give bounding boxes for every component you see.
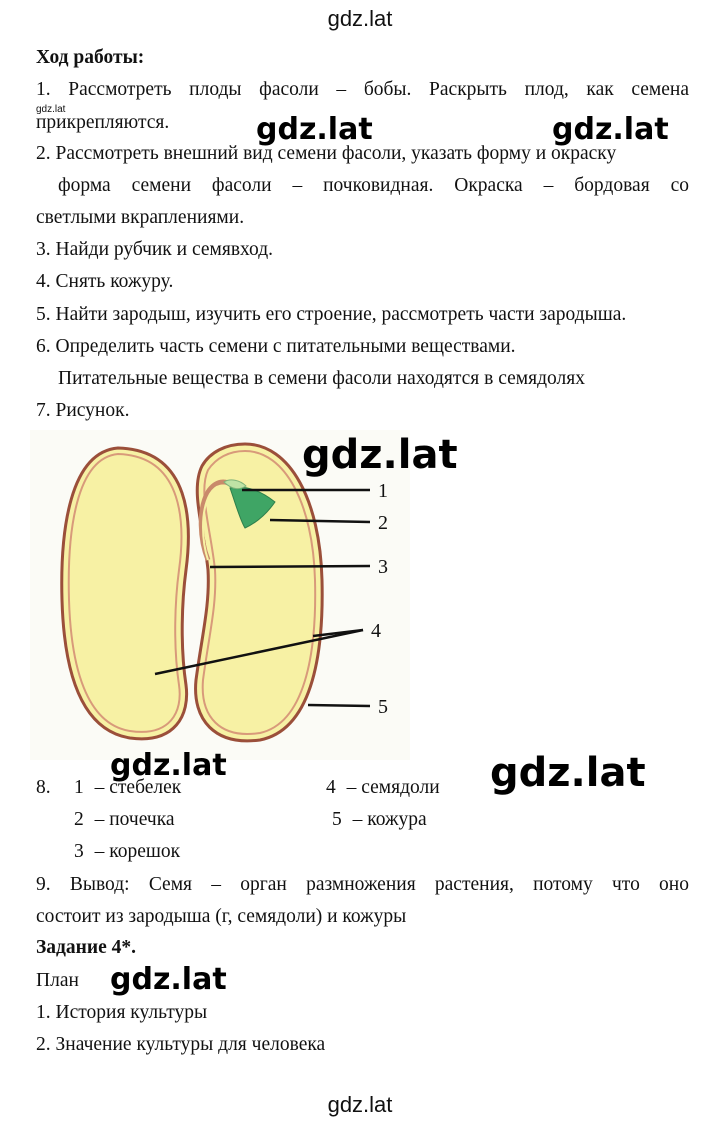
watermark-mark-4: gdz.lat xyxy=(110,748,227,783)
step-1-line-2: прикрепляются. xyxy=(36,112,170,133)
plan-item-2: 2. Значение культуры для человека xyxy=(36,1034,326,1055)
legend-item-text: – стебелек xyxy=(94,777,182,798)
legend-item-text: – кожура xyxy=(352,809,427,830)
bean-seed-figure xyxy=(30,430,410,760)
legend-item-text: – семядоли xyxy=(346,777,440,798)
step-6-line-1: 6. Определить часть семени с питательными веществами. xyxy=(36,336,516,357)
watermark-mark-5: gdz.lat xyxy=(490,750,646,796)
legend-item-text: – почечка xyxy=(94,809,175,830)
legend-item-5 xyxy=(332,808,427,832)
watermark-mark-2: gdz.lat xyxy=(552,112,669,147)
watermark-mark-6: gdz.lat xyxy=(110,962,227,997)
step-5: 5. Найти зародыш, изучить его строение, рассмотреть части зародыша. xyxy=(36,304,627,325)
tiny-watermark: gdz.lat xyxy=(36,104,66,115)
legend-item-4 xyxy=(326,776,440,800)
leader-3 xyxy=(210,566,370,567)
figure-label-3: 3 xyxy=(378,556,388,578)
step-4: 4. Снять кожуру. xyxy=(36,271,174,292)
plan-item-1: 1. История культуры xyxy=(36,1002,208,1023)
step-3: 3. Найди рубчик и семявход. xyxy=(36,239,274,260)
leader-5 xyxy=(308,705,370,706)
legend-number: 8. xyxy=(36,777,51,798)
watermark-mark-1: gdz.lat xyxy=(256,112,373,147)
step-2-line-2: форма семени фасоли – почковидная. Окраска – бордовая со xyxy=(58,175,689,196)
legend-item-num: 1 xyxy=(74,777,84,798)
conclusion-line-2: состоит из зародыша (г, семядоли) и кожуры xyxy=(36,906,407,927)
step-1-line-1: 1. Рассмотреть плоды фасоли – бобы. Раскрыть плод, как семена xyxy=(36,79,689,100)
legend-item-2 xyxy=(74,808,175,832)
legend-item-text: – корешок xyxy=(94,841,181,862)
plan-label: План xyxy=(36,970,79,991)
conclusion-line-1: 9. Вывод: Семя – орган размножения растения, потому что оно xyxy=(36,874,689,895)
step-2-line-1: 2. Рассмотреть внешний вид семени фасоли, указать форму и окраску xyxy=(36,143,617,164)
watermark-mark-3: gdz.lat xyxy=(302,432,458,478)
figure-label-1: 1 xyxy=(378,480,388,502)
step-2-line-3: светлыми вкраплениями. xyxy=(36,207,245,228)
legend-item-num: 2 xyxy=(74,809,84,830)
legend-item-3 xyxy=(74,840,180,864)
step-7: 7. Рисунок. xyxy=(36,400,130,421)
section-heading: Ход работы: xyxy=(36,47,145,68)
figure-label-5: 5 xyxy=(378,696,388,718)
top-watermark: gdz.lat xyxy=(327,6,393,31)
legend-item-num: 5 xyxy=(332,809,342,830)
legend-item-num: 3 xyxy=(74,841,84,862)
step-6-line-2: Питательные вещества в семени фасоли находятся в семядолях xyxy=(58,368,585,389)
figure-label-2: 2 xyxy=(378,512,388,534)
legend-item-num: 4 xyxy=(326,777,336,798)
figure-label-4: 4 xyxy=(371,620,381,642)
bottom-watermark: gdz.lat xyxy=(327,1092,393,1117)
task-title: Задание 4*. xyxy=(36,937,137,958)
